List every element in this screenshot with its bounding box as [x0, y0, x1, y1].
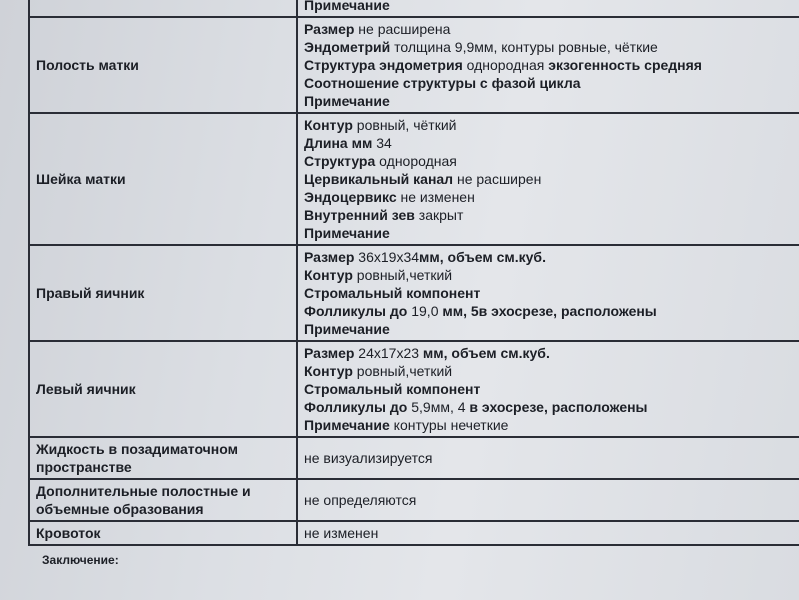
- row-label-text: Дополнительные полостные и объемные образования: [36, 483, 251, 517]
- report-row: [29, 479, 799, 521]
- row-label: [29, 0, 297, 17]
- field-key: Контур: [304, 117, 353, 133]
- row-label-text: Кровоток: [36, 525, 101, 541]
- value-line: [304, 449, 795, 467]
- row-label-text: Жидкость в позадиматочном пространстве: [36, 441, 238, 475]
- field-key: Структура эндометрия: [304, 57, 463, 73]
- value-line: [304, 284, 795, 302]
- row-values: [297, 437, 799, 479]
- row-label: [29, 437, 297, 479]
- row-label: [29, 521, 297, 545]
- field-value: однородная: [462, 57, 549, 73]
- row-label: [29, 479, 297, 521]
- field-value: однородная: [375, 153, 457, 169]
- field-tail: экзогенность средняя: [548, 57, 702, 73]
- row-label-text: Полость матки: [36, 57, 139, 73]
- value-line: [304, 524, 795, 542]
- row-label-text: Правый яичник: [36, 285, 145, 301]
- value-line: [304, 320, 795, 338]
- field-value: 36х19х34: [354, 249, 420, 265]
- value-line: [304, 416, 795, 434]
- report-row: [29, 245, 799, 341]
- field-tail: мм, 5в эхосрезе, расположены: [438, 303, 657, 319]
- report-row: [29, 17, 799, 113]
- value-line: [304, 206, 795, 224]
- field-key: Фолликулы до: [304, 303, 408, 319]
- value-line: [304, 491, 795, 509]
- row-label: [29, 245, 297, 341]
- field-key: Соотношение структуры с фазой цикла: [304, 75, 581, 91]
- value-line: [304, 134, 795, 152]
- value-line: [304, 0, 795, 14]
- field-value: контуры нечеткие: [389, 417, 509, 433]
- field-key: Примечание: [304, 0, 390, 13]
- field-key: Цервикальный канал: [304, 171, 454, 187]
- field-key: Примечание: [304, 417, 390, 433]
- report-row: [29, 341, 799, 437]
- row-values: [297, 341, 799, 437]
- field-key: Эндоцервикс: [304, 189, 397, 205]
- field-key: Фолликулы до: [304, 399, 408, 415]
- value-line: [304, 398, 795, 416]
- field-value: 34: [372, 135, 392, 151]
- report-row: [29, 437, 799, 479]
- field-tail: мм, объем см.куб.: [419, 249, 546, 265]
- field-value: 19,0: [407, 303, 439, 319]
- value-line: [304, 74, 795, 92]
- field-value: не изменен: [396, 189, 475, 205]
- field-value: ровный,четкий: [352, 363, 453, 379]
- field-value: не расширена: [354, 21, 451, 37]
- field-key: Размер: [304, 345, 355, 361]
- value-line: [304, 362, 795, 380]
- row-values: [297, 0, 799, 17]
- value-line: [304, 266, 795, 284]
- report-row: [29, 113, 799, 245]
- field-value: не изменен: [304, 525, 379, 541]
- report-row: [29, 0, 799, 17]
- field-key: Примечание: [304, 93, 390, 109]
- row-values: [297, 17, 799, 113]
- field-key: Стромальный компонент: [304, 285, 481, 301]
- conclusion-label: Заключение:: [42, 553, 119, 567]
- field-key: Контур: [304, 363, 353, 379]
- field-value: ровный,четкий: [352, 267, 453, 283]
- field-value: не визуализируется: [304, 450, 433, 466]
- value-line: [304, 20, 795, 38]
- row-label-text: Шейка матки: [36, 171, 126, 187]
- row-label: [29, 113, 297, 245]
- field-key: Структура: [304, 153, 376, 169]
- value-line: [304, 224, 795, 242]
- row-values: [297, 245, 799, 341]
- row-label-text: Левый яичник: [36, 381, 136, 397]
- field-key: Длина мм: [304, 135, 373, 151]
- field-value: 24х17х23: [354, 345, 420, 361]
- value-line: [304, 170, 795, 188]
- value-line: [304, 302, 795, 320]
- value-line: [304, 380, 795, 398]
- ultrasound-report-table: [28, 0, 799, 546]
- row-label: [29, 17, 297, 113]
- value-line: [304, 188, 795, 206]
- field-key: Стромальный компонент: [304, 381, 481, 397]
- field-value: не расширен: [453, 171, 542, 187]
- field-key: Внутренний зев: [304, 207, 415, 223]
- row-values: [297, 113, 799, 245]
- field-value: не определяются: [304, 492, 417, 508]
- value-line: [304, 56, 795, 74]
- report-row: [29, 521, 799, 545]
- field-key: Размер: [304, 249, 355, 265]
- value-line: [304, 344, 795, 362]
- field-key: Размер: [304, 21, 355, 37]
- row-values: [297, 479, 799, 521]
- field-value: 5,9мм, 4: [407, 399, 466, 415]
- field-key: Эндометрий: [304, 39, 391, 55]
- value-line: [304, 152, 795, 170]
- value-line: [304, 92, 795, 110]
- field-value: ровный, чёткий: [352, 117, 457, 133]
- field-key: Примечание: [304, 321, 390, 337]
- value-line: [304, 38, 795, 56]
- field-tail: мм, объем см.куб.: [419, 345, 550, 361]
- field-key: Контур: [304, 267, 353, 283]
- field-value: толщина 9,9мм, контуры ровные, чёткие: [390, 39, 658, 55]
- field-tail: в эхосрезе, расположены: [465, 399, 648, 415]
- field-value: закрыт: [414, 207, 464, 223]
- row-label: [29, 341, 297, 437]
- value-line: [304, 248, 795, 266]
- row-values: [297, 521, 799, 545]
- value-line: [304, 116, 795, 134]
- field-key: Примечание: [304, 225, 390, 241]
